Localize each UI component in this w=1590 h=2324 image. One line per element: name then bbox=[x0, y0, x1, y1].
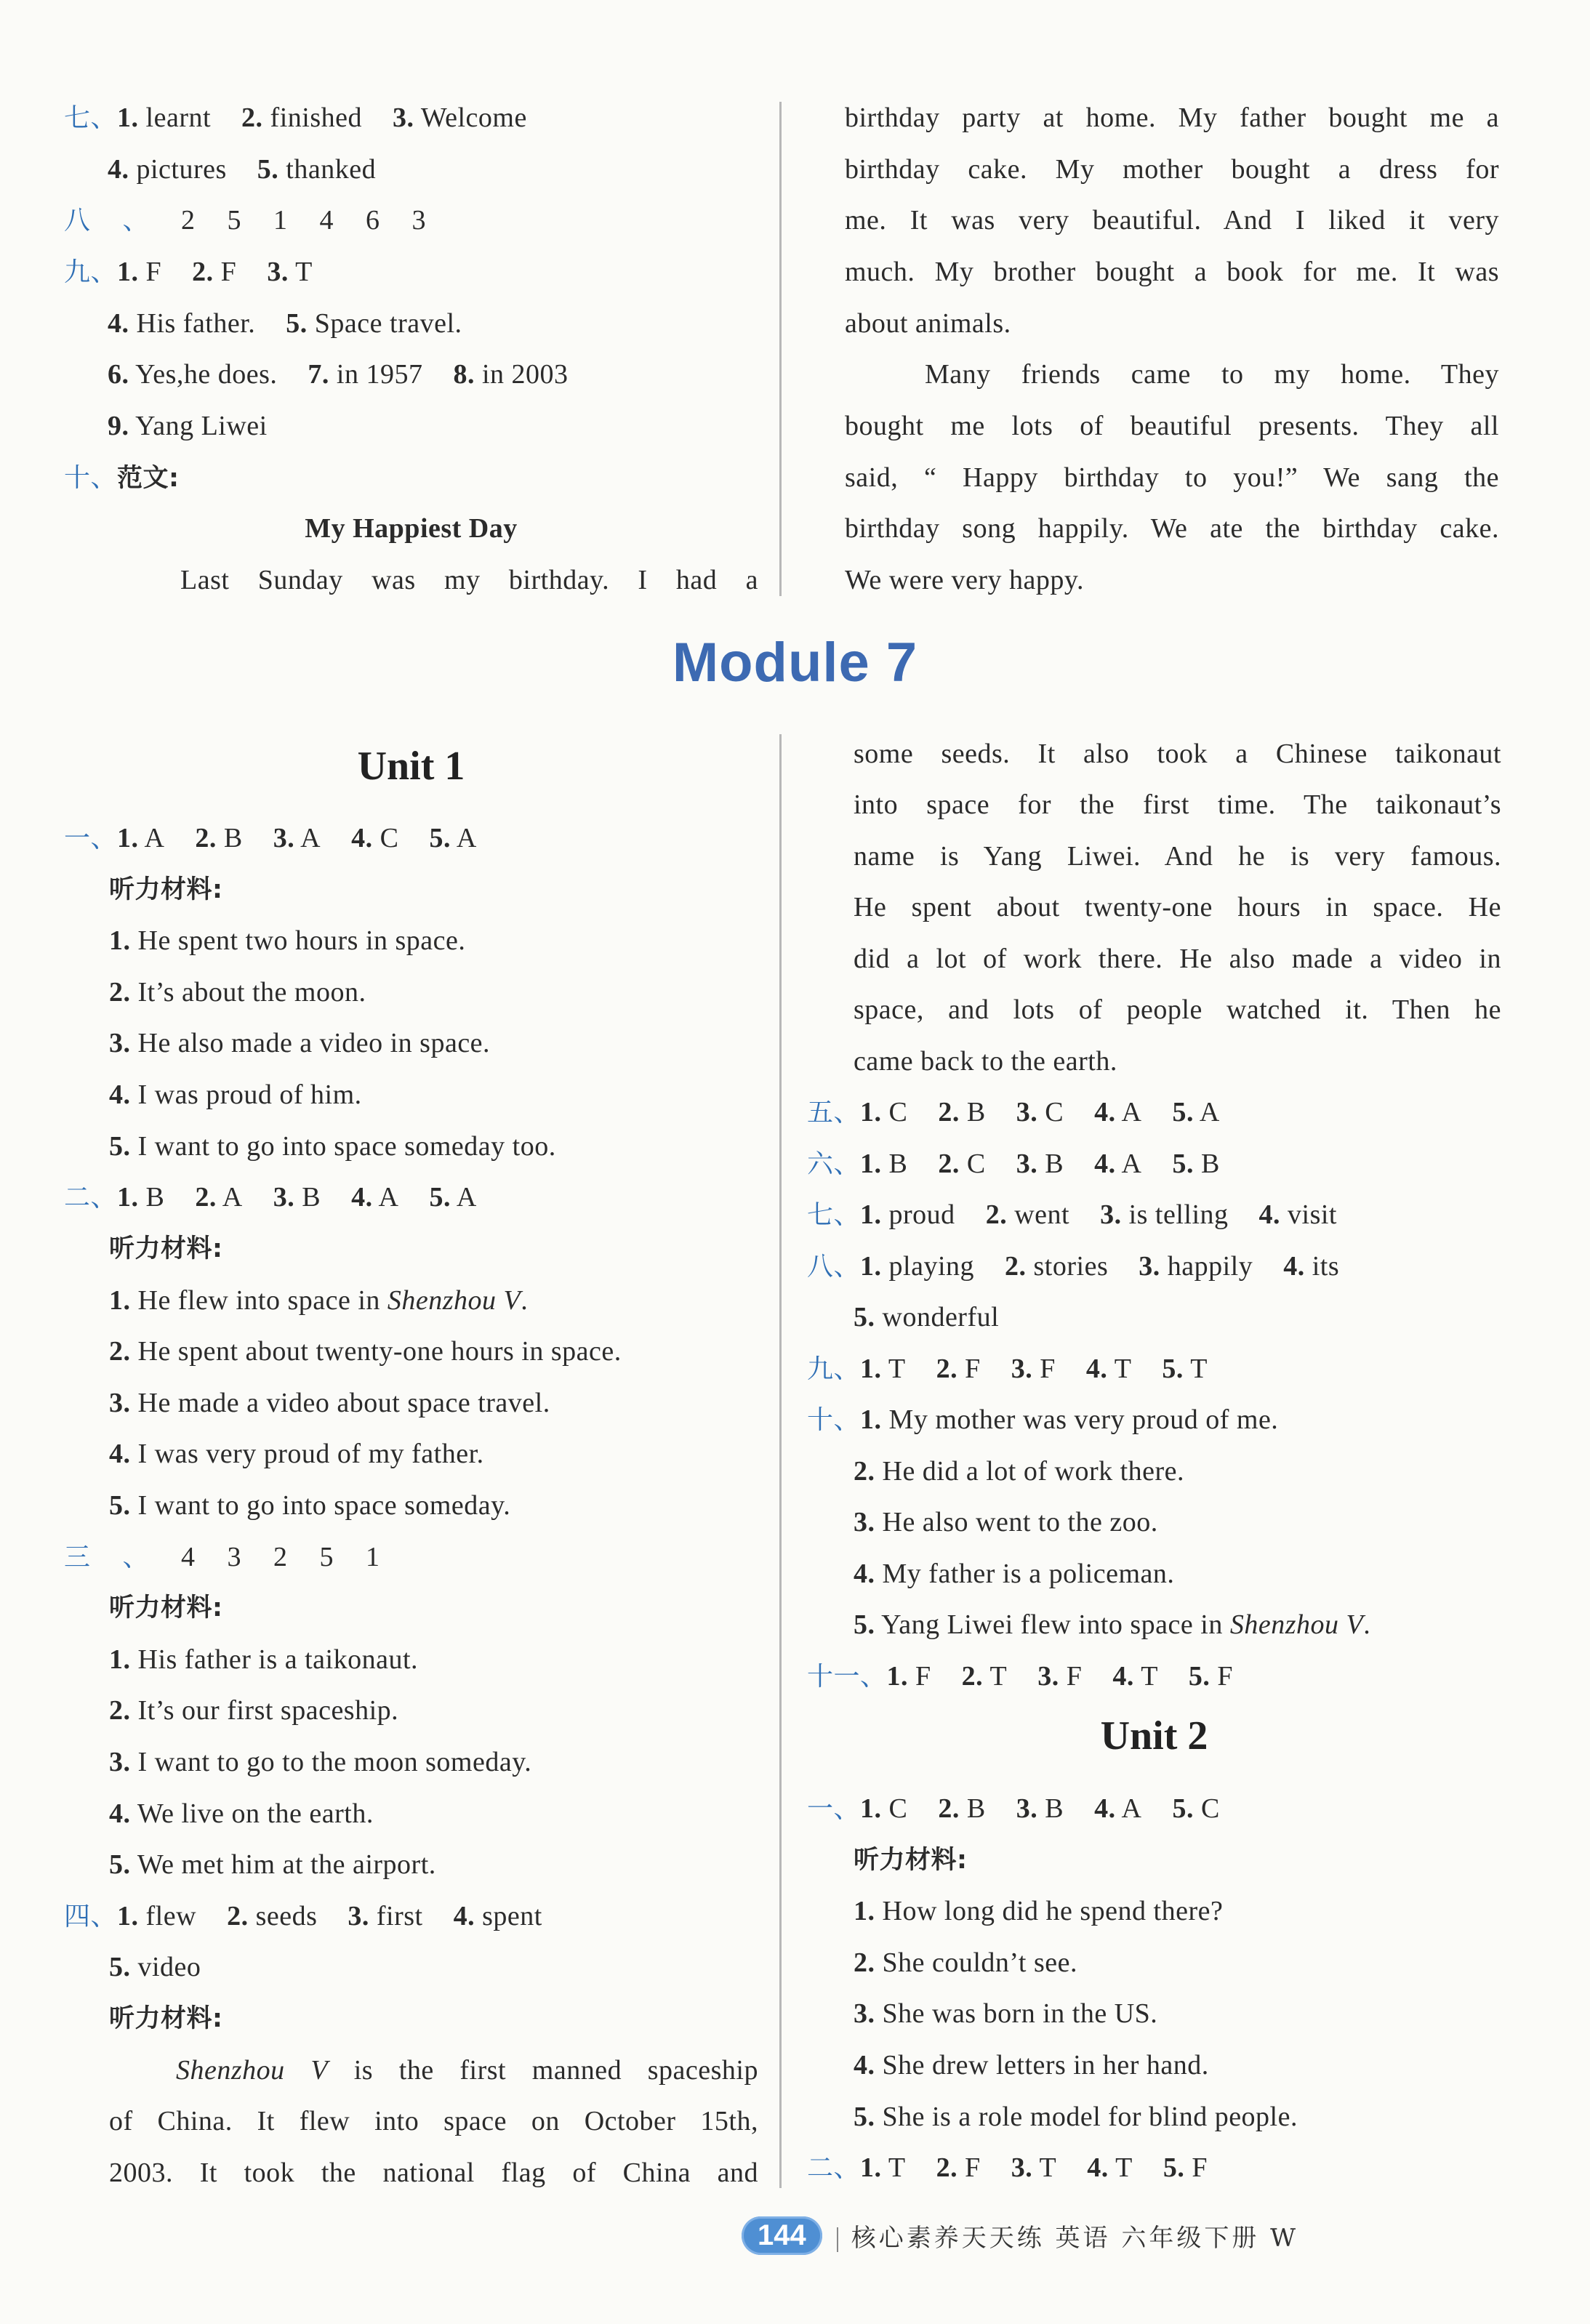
question-marker: 十、 bbox=[807, 1405, 861, 1435]
script-line: 1. His father is a taikonaut. bbox=[109, 1644, 419, 1675]
answer-row: 一、1. C 2. B 3. B 4. A 5. C bbox=[807, 1793, 1220, 1824]
answer-row: 一、1. A 2. B 3. A 4. C 5. A bbox=[64, 823, 477, 853]
script-line: Shenzhou V is the first manned spaceship bbox=[176, 2055, 758, 2086]
answer-row: 5. wonderful bbox=[854, 1302, 1000, 1332]
question-marker: 一、 bbox=[64, 824, 118, 853]
script-line: 3. I want to go to the moon someday. bbox=[109, 1747, 532, 1777]
script-line: 2. He spent about twenty-one hours in space. bbox=[109, 1336, 622, 1367]
essay-line: Last Sunday was my birthday. I had a bbox=[180, 565, 758, 595]
script-line: 2. She couldn’t see. bbox=[854, 1947, 1077, 1978]
script-line: name is Yang Liwei. And he is very famous. bbox=[854, 841, 1501, 872]
script-line: some seeds. It also took a Chinese taikonaut bbox=[854, 739, 1501, 769]
question-marker: 九、 bbox=[64, 257, 118, 287]
essay-line: me. It was very beautiful. And I liked it very bbox=[845, 205, 1499, 236]
question-marker: 五、 bbox=[807, 1098, 861, 1127]
answer-line: 4. My father is a policeman. bbox=[854, 1559, 1175, 1589]
script-line: 5. I want to go into space someday. bbox=[109, 1490, 511, 1521]
listening-label: 听力材料: bbox=[109, 1234, 223, 1263]
book-title: 核心素养天天练 英语 六年级下册 W bbox=[837, 2218, 1298, 2253]
question-marker: 二、 bbox=[64, 1183, 118, 1213]
answer-row: 七、1. proud 2. went 3. is telling 4. visit bbox=[807, 1199, 1337, 1230]
answer-row: 四、1. flew 2. seeds 3. first 4. spent bbox=[64, 1901, 542, 1931]
script-line: 5. We met him at the airport. bbox=[109, 1849, 436, 1880]
answer-row: 六、1. B 2. C 3. B 4. A 5. B bbox=[807, 1149, 1220, 1179]
unit-title: Unit 2 bbox=[1100, 1713, 1208, 1758]
answer-row: 二、1. B 2. A 3. B 4. A 5. A bbox=[64, 1182, 477, 1213]
essay-line: birthday party at home. My father bought me a bbox=[845, 102, 1499, 133]
script-line: came back to the earth. bbox=[854, 1046, 1117, 1077]
answer-row: 八 、 2 5 1 4 6 3 bbox=[64, 205, 427, 236]
question-marker: 三 、 bbox=[64, 1543, 150, 1572]
page-number-badge: 144 bbox=[742, 2216, 822, 2255]
column-divider bbox=[779, 734, 782, 2188]
answer-row: 二、1. T 2. F 3. T 4. T 5. F bbox=[807, 2152, 1208, 2183]
script-line: into space for the first time. The taikonaut’s bbox=[854, 789, 1501, 820]
script-line: 4. I was very proud of my father. bbox=[109, 1439, 484, 1469]
listening-label: 听力材料: bbox=[109, 1593, 223, 1623]
answer-line: 3. He also went to the zoo. bbox=[854, 1507, 1158, 1537]
question-marker: 七、 bbox=[64, 103, 118, 133]
question-marker: 一、 bbox=[807, 1794, 861, 1824]
question-marker: 二、 bbox=[807, 2153, 861, 2183]
question-marker: 七、 bbox=[807, 1200, 861, 1230]
answer-row: 五、1. C 2. B 3. C 4. A 5. A bbox=[807, 1097, 1220, 1127]
answer-row: 九、1. F 2. F 3. T bbox=[64, 257, 313, 287]
question-marker: 八、 bbox=[807, 1252, 861, 1282]
question-marker: 十一、 bbox=[807, 1662, 887, 1692]
answer-row: 9. Yang Liwei bbox=[108, 411, 268, 441]
listening-label: 听力材料: bbox=[109, 2004, 223, 2033]
essay-line: said, “ Happy birthday to you!” We sang the bbox=[845, 462, 1499, 493]
script-line: 1. He spent two hours in space. bbox=[109, 925, 466, 956]
script-line: 4. I was proud of him. bbox=[109, 1079, 362, 1110]
script-line: 2. It’s about the moon. bbox=[109, 977, 366, 1008]
question-marker: 九、 bbox=[807, 1354, 861, 1384]
essay-line: birthday song happily. We ate the birthday cake. bbox=[845, 513, 1499, 544]
script-line: He spent about twenty-one hours in space. He bbox=[854, 892, 1501, 922]
script-line: 4. She drew letters in her hand. bbox=[854, 2050, 1209, 2080]
script-line: 3. He also made a video in space. bbox=[109, 1028, 491, 1058]
column-divider bbox=[779, 102, 782, 596]
essay-line: Many friends came to my home. They bbox=[925, 359, 1499, 390]
question-marker: 六、 bbox=[807, 1149, 861, 1179]
script-line: 3. She was born in the US. bbox=[854, 1998, 1158, 2029]
answer-row: 4. His father. 5. Space travel. bbox=[108, 308, 462, 339]
unit-title: Unit 1 bbox=[357, 744, 465, 789]
script-line: 4. We live on the earth. bbox=[109, 1798, 374, 1829]
script-line: 1. He flew into space in Shenzhou V. bbox=[109, 1285, 529, 1316]
page-footer bbox=[742, 2210, 1298, 2261]
essay-title: My Happiest Day bbox=[305, 513, 518, 544]
module-title: Module 7 bbox=[672, 632, 918, 693]
question-marker: 四、 bbox=[64, 1902, 118, 1931]
answer-row: 十、范文: bbox=[64, 463, 180, 493]
answer-row: 八、1. playing 2. stories 3. happily 4. its bbox=[807, 1251, 1340, 1282]
answer-row: 5. video bbox=[109, 1952, 201, 1982]
answer-row: 十、1. My mother was very proud of me. bbox=[807, 1404, 1279, 1435]
answer-row: 十一、1. F 2. T 3. F 4. T 5. F bbox=[807, 1661, 1234, 1692]
script-line: of China. It flew into space on October 15th, bbox=[109, 2106, 758, 2136]
answer-row: 七、1. learnt 2. finished 3. Welcome bbox=[64, 102, 527, 133]
script-line: did a lot of work there. He also made a video in bbox=[854, 944, 1501, 974]
answer-row: 4. pictures 5. thanked bbox=[108, 154, 377, 185]
question-marker: 十、 bbox=[64, 463, 118, 493]
answer-line: 5. Yang Liwei flew into space in Shenzhou V. bbox=[854, 1609, 1371, 1640]
script-line: 5. She is a role model for blind people. bbox=[854, 2102, 1298, 2132]
answer-row: 6. Yes,he does. 7. in 1957 8. in 2003 bbox=[108, 359, 569, 390]
answer-line: 2. He did a lot of work there. bbox=[854, 1456, 1185, 1487]
essay-line: bought me lots of beautiful presents. They all bbox=[845, 411, 1499, 441]
script-line: 2. It’s our first spaceship. bbox=[109, 1695, 399, 1726]
essay-line: much. My brother bought a book for me. It was bbox=[845, 257, 1499, 287]
listening-label: 听力材料: bbox=[109, 875, 223, 904]
answer-row: 三 、 4 3 2 5 1 bbox=[64, 1542, 380, 1572]
essay-line: birthday cake. My mother bought a dress for bbox=[845, 154, 1499, 185]
essay-line: We were very happy. bbox=[845, 565, 1084, 595]
script-line: 5. I want to go into space someday too. bbox=[109, 1131, 556, 1162]
answer-row: 九、1. T 2. F 3. F 4. T 5. T bbox=[807, 1354, 1208, 1384]
script-line: space, and lots of people watched it. Then he bbox=[854, 994, 1501, 1025]
essay-line: about animals. bbox=[845, 308, 1011, 339]
script-line: 1. How long did he spend there? bbox=[854, 1896, 1224, 1926]
listening-label: 听力材料: bbox=[854, 1846, 968, 1875]
script-line: 2003. It took the national flag of China and bbox=[109, 2158, 758, 2188]
question-marker: 八 、 bbox=[64, 206, 150, 236]
script-line: 3. He made a video about space travel. bbox=[109, 1388, 550, 1418]
